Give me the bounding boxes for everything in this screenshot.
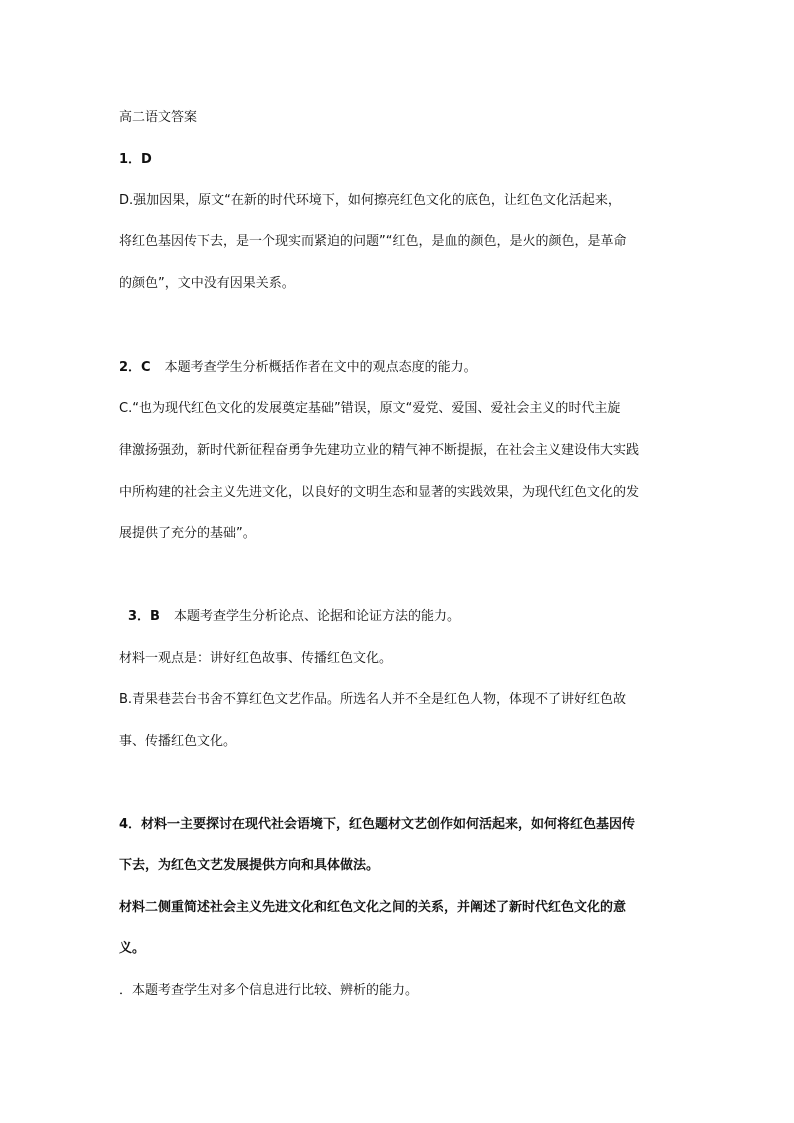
q3-line-1: 材料一观点是：讲好红色故事、传播红色文化。 bbox=[119, 651, 393, 666]
q4-line-3: 材料二侧重简述社会主义先进文化和红色文化之间的关系，并阐述了新时代红色文化的意 bbox=[119, 900, 627, 915]
q3-line-3: 事、传播红色文化。 bbox=[119, 734, 237, 749]
q1-line-2: 将红色基因传下去，是一个现实而紧迫的问题”“红色，是血的颜色，是火的颜色，是革命 bbox=[119, 234, 627, 249]
q4-line-2: 下去，为红色文艺发展提供方向和具体做法。 bbox=[119, 858, 380, 873]
q2-heading-row bbox=[119, 360, 477, 376]
q4-note: ．本题考查学生对多个信息进行比较、辨析的能力。 bbox=[119, 983, 419, 998]
q4-line-1: 4．材料一主要探讨在现代社会语境下，红色题材文艺创作如何活起来，如何将红色基因传 bbox=[119, 817, 636, 832]
q3-line-2: B.青果巷芸台书舍不算红色文艺作品。所选名人并不全是红色人物，体现不了讲好红色故 bbox=[119, 692, 627, 707]
q2-line-4: 展提供了充分的基础”。 bbox=[119, 526, 256, 541]
document-title: 高二语文答案 bbox=[119, 110, 198, 125]
q2-line-3: 中所构建的社会主义先进文化，以良好的文明生态和显著的实践效果，为现代红色文化的发 bbox=[119, 485, 640, 500]
q1-heading: 1．D bbox=[119, 152, 152, 167]
q3-heading: 3．B bbox=[128, 609, 160, 624]
q2-line-1: C.“也为现代红色文化的发展奠定基础”错误，原文“爱党、爱国、爱社会主义的时代主旋 bbox=[119, 401, 621, 416]
q3-heading-row bbox=[128, 609, 460, 625]
q2-line-2: 律激扬强劲，新时代新征程奋勇争先建功立业的精气神不断提振，在社会主义建设伟大实践 bbox=[119, 443, 640, 458]
q2-heading: 2．C bbox=[119, 360, 151, 375]
q3-heading-desc: 本题考查学生分析论点、论据和论证方法的能力。 bbox=[173, 609, 460, 624]
q4-line-4: 义。 bbox=[119, 941, 146, 956]
q1-line-3: 的颜色”，文中没有因果关系。 bbox=[119, 276, 295, 291]
q2-heading-desc: 本题考查学生分析概括作者在文中的观点态度的能力。 bbox=[164, 360, 477, 375]
q1-line-1: D.强加因果，原文“在新的时代环境下，如何擦亮红色文化的底色，让红色文化活起来， bbox=[119, 193, 621, 208]
